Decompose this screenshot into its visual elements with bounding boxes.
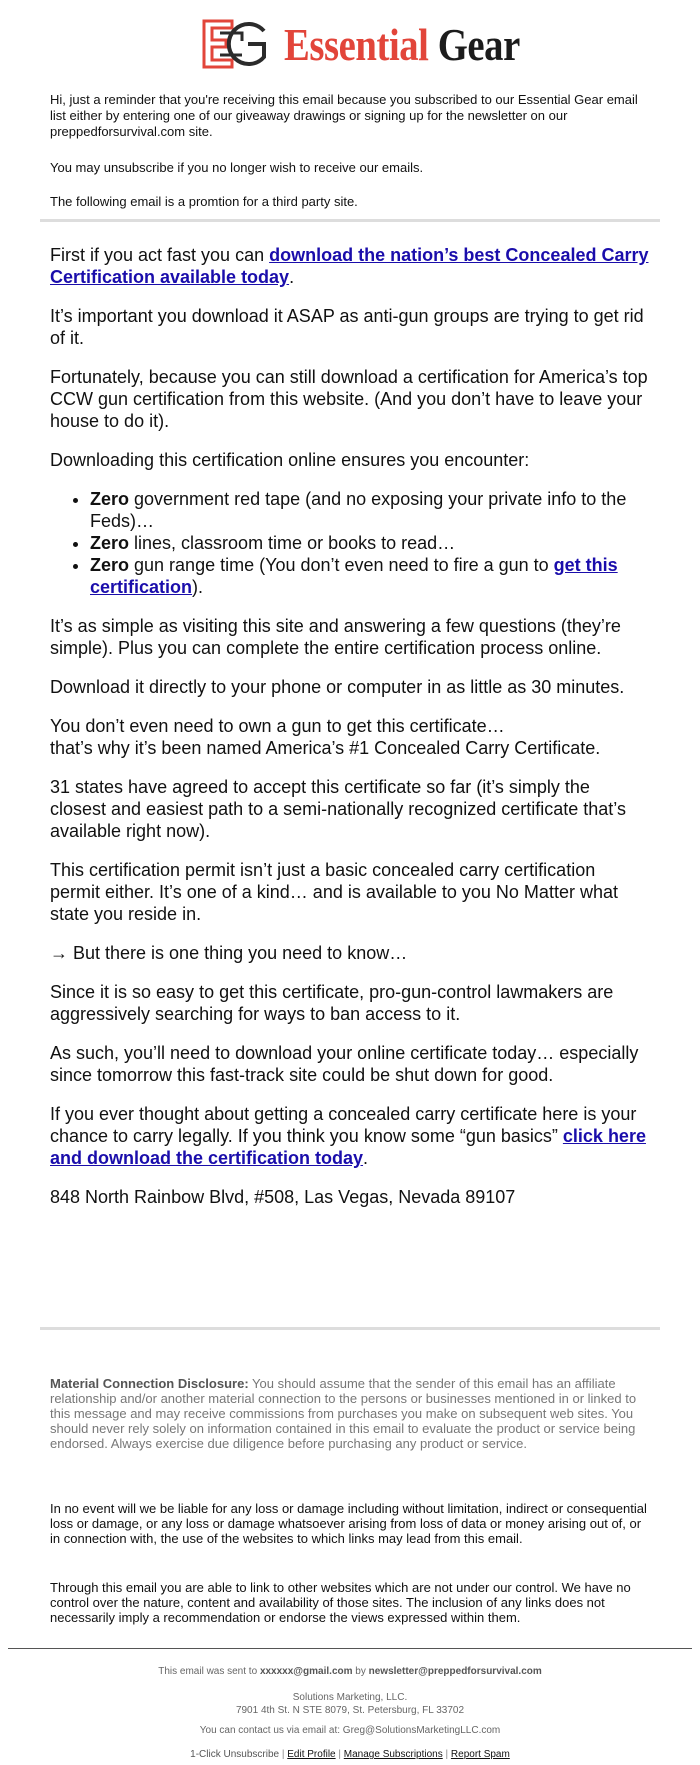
- mailing-address: 848 North Rainbow Blvd, #508, Las Vegas, Nevada 89107: [50, 1187, 516, 1207]
- body-paragraph: Downloading this certification online ensures you encounter:: [50, 450, 530, 470]
- report-spam-link[interactable]: Report Spam: [450, 1749, 510, 1760]
- body-paragraph: Download it directly to your phone or computer in as little as 30 minutes.: [50, 677, 625, 697]
- contact-line: You can contact us via email at: Greg@SolutionsMarketingLLC.com: [199, 1725, 501, 1736]
- body-paragraph: If you ever thought about getting a concealed carry certificate here is your chance to carry legally. If you think you know some “gun basics” click here and download the certification today.: [50, 1104, 646, 1168]
- benefits-list: [50, 488, 650, 598]
- external-links-disclaimer: Through this email you are able to link to other websites which are not under our control. We have no control over the nature, content and availability of those sites. The inclusion of any links does not necessarily imply a recommendation or endorse the views expressed within them.: [50, 1580, 631, 1625]
- subscription-reminder: Hi, just a reminder that you're receiving this email because you subscribed to our Essential Gear email list either by entering one of our giveaway drawings or signing up for the newsletter on our preppedforsurvival.com site.: [50, 92, 638, 139]
- click-here-download-link[interactable]: click here and download the certification today: [50, 1126, 646, 1168]
- company-name: Solutions Marketing, LLC.: [292, 1692, 408, 1703]
- body-paragraph: Since it is so easy to get this certificate, pro-gun-control lawmakers are aggressively searching for ways to ban access to it.: [50, 982, 614, 1024]
- body-paragraph: First if you act fast you can download the nation’s best Concealed Carry Certification available today.: [50, 245, 649, 287]
- body-paragraph: Fortunately, because you can still download a certification for America’s top CCW gun certification from this website. (And you don’t have to leave your house to do it).: [50, 367, 648, 431]
- footer-links: 1-Click Unsubscribe | Edit Profile | Manage Subscriptions | Report Spam: [190, 1749, 510, 1760]
- body-paragraph: As such, you’ll need to download your online certificate today… especially since tomorrow this fast-track site could be shut down for good.: [50, 1043, 639, 1085]
- divider: [40, 1327, 660, 1330]
- get-certification-link[interactable]: get this certification: [90, 555, 618, 597]
- company-info: [0, 1691, 700, 1717]
- promotion-notice: The following email is a promtion for a third party site.: [50, 194, 358, 209]
- manage-subscriptions-link[interactable]: Manage Subscriptions: [343, 1749, 443, 1760]
- unsubscribe-notice: You may unsubscribe if you no longer wish to receive our emails.: [50, 160, 424, 175]
- email-body: [50, 244, 650, 1225]
- body-paragraph: It’s important you download it ASAP as anti-gun groups are trying to get rid of it.: [50, 306, 644, 348]
- list-item: • Zero gun range time (You don’t even need to fire a gun to get this certification).: [90, 554, 650, 598]
- edit-profile-link[interactable]: Edit Profile: [287, 1749, 336, 1760]
- download-certification-link[interactable]: download the nation’s best Concealed Carry Certification available today: [50, 245, 649, 287]
- logo-wordmark: [284, 17, 520, 73]
- divider: [40, 219, 660, 222]
- body-paragraph: → But there is one thing you need to know…: [50, 943, 408, 963]
- body-paragraph: This certification permit isn’t just a basic concealed carry certification permit either. It’s one of a kind… and is available to you No Matter what state you reside in.: [50, 860, 618, 924]
- liability-disclaimer: In no event will we be liable for any loss or damage including without limitation, indirect or consequential loss or damage, or any loss or damage whatsoever arising from loss of data or money arising out of, or in connection with, the use of the websites to which links may lead from this email.: [50, 1501, 647, 1546]
- one-click-unsubscribe[interactable]: 1-Click Unsubscribe: [190, 1749, 280, 1760]
- sender-email: newsletter@preppedforsurvival.com: [368, 1666, 542, 1677]
- company-address: 7901 4th St. N STE 8079, St. Petersburg, FL 33702: [235, 1705, 465, 1716]
- material-connection-disclosure: Material Connection Disclosure: You should assume that the sender of this email has an affiliate relationship and/or another material connection to the persons or businesses mentioned in or linked to this message and may receive commissions from purchases you make on subsequent web sites. You should never rely solely on information contained in this email to evaluate the product or service being endorsed. Always exercise due diligence before purchasing any product or service.: [50, 1376, 637, 1451]
- body-paragraph: 31 states have agreed to accept this certificate so far (it’s simply the closest and easiest path to a semi-nationally recognized certificate that’s available right now).: [50, 777, 626, 841]
- list-item: • Zero lines, classroom time or books to read…: [90, 532, 650, 554]
- body-paragraph: It’s as simple as visiting this site and answering a few questions (they’re simple). Plus you can complete the entire certification process online.: [50, 616, 621, 658]
- list-item: • Zero government red tape (and no exposing your private info to the Feds)…: [90, 488, 650, 532]
- body-paragraph: You don’t even need to own a gun to get this certificate… that’s why it’s been named America’s #1 Concealed Carry Certificate.: [50, 716, 601, 758]
- logo-word-gear: Gear: [437, 20, 520, 70]
- logo-word-essential: Essential: [284, 20, 429, 70]
- essential-gear-logo[interactable]: [202, 17, 520, 73]
- sent-to-line: This email was sent to xxxxxx@gmail.com by newsletter@preppedforsurvival.com: [158, 1666, 542, 1677]
- recipient-email: xxxxxx@gmail.com: [259, 1666, 353, 1677]
- footer-divider: [8, 1648, 692, 1649]
- eg-monogram-icon: [202, 19, 268, 69]
